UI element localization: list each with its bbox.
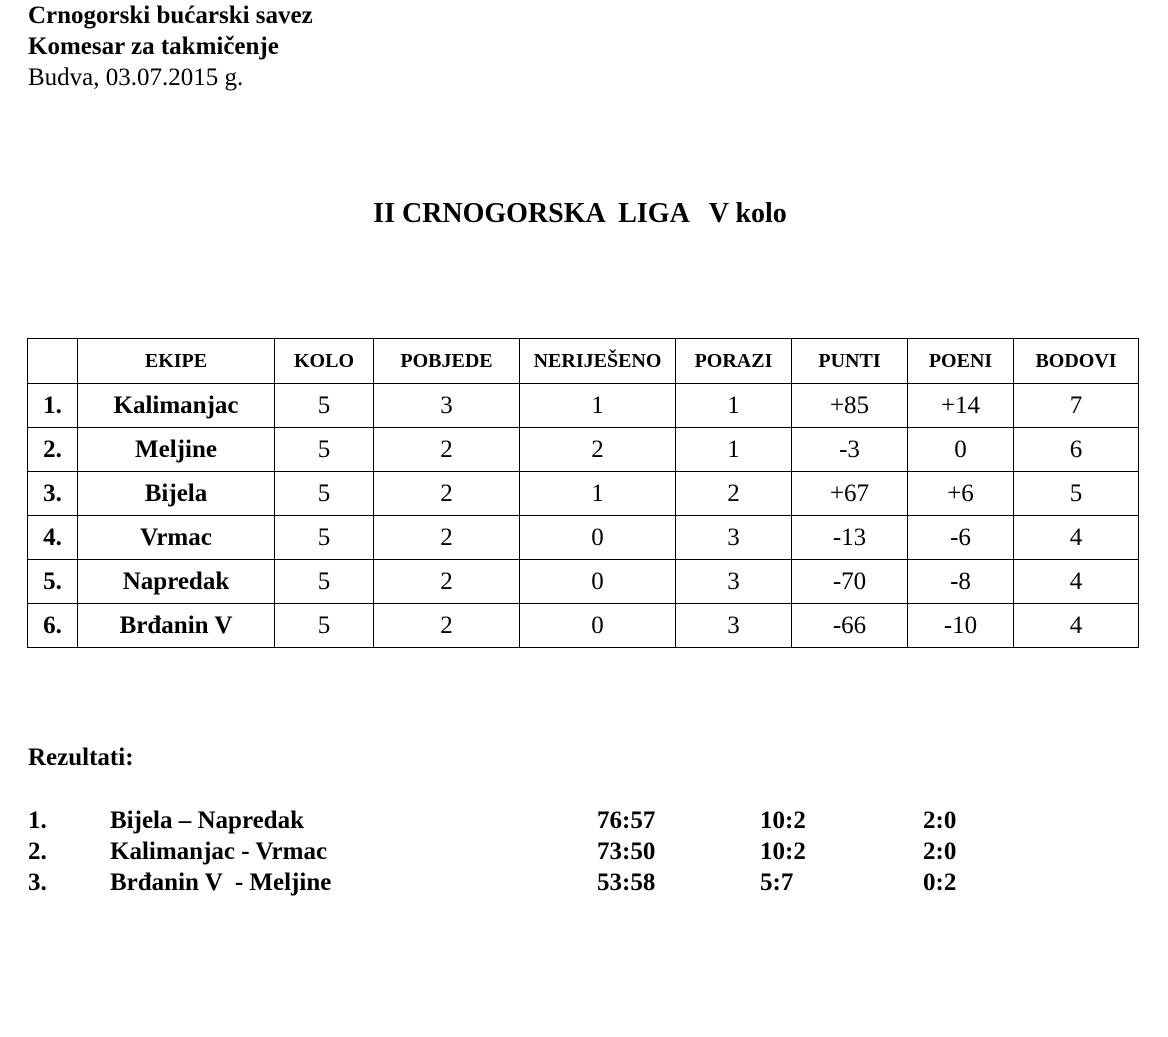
result-score: 76:57	[597, 807, 656, 834]
cell-nerijeseno: 1	[520, 384, 676, 428]
result-number: 2.	[28, 838, 47, 865]
federation-name: Crnogorski bućarski savez	[28, 2, 313, 29]
cell-poeni: -6	[908, 516, 1014, 560]
cell-bodovi: 4	[1014, 604, 1139, 648]
result-points: 2:0	[923, 807, 957, 834]
cell-bodovi: 4	[1014, 560, 1139, 604]
cell-team: Meljine	[78, 428, 275, 472]
result-match: Bijela – Napredak	[110, 807, 304, 834]
document-header	[28, 0, 313, 93]
column-header-pobjede: POBJEDE	[374, 339, 520, 384]
cell-punti: -13	[792, 516, 908, 560]
result-sets: 5:7	[760, 869, 794, 896]
result-number: 1.	[28, 807, 47, 834]
cell-team: Brđanin V	[78, 604, 275, 648]
cell-porazi: 3	[676, 516, 792, 560]
cell-rank: 4.	[28, 516, 78, 560]
cell-team: Kalimanjac	[78, 384, 275, 428]
cell-porazi: 1	[676, 428, 792, 472]
cell-bodovi: 5	[1014, 472, 1139, 516]
cell-pobjede: 2	[374, 604, 520, 648]
cell-team: Vrmac	[78, 516, 275, 560]
result-sets: 10:2	[760, 807, 806, 834]
cell-nerijeseno: 0	[520, 604, 676, 648]
result-points: 0:2	[923, 869, 957, 896]
result-score: 53:58	[597, 869, 656, 896]
cell-porazi: 1	[676, 384, 792, 428]
table-row	[28, 560, 1139, 604]
cell-bodovi: 4	[1014, 516, 1139, 560]
table-row	[28, 428, 1139, 472]
cell-poeni: -10	[908, 604, 1014, 648]
cell-punti: -70	[792, 560, 908, 604]
cell-rank: 1.	[28, 384, 78, 428]
result-points: 2:0	[923, 838, 957, 865]
cell-rank: 2.	[28, 428, 78, 472]
cell-bodovi: 6	[1014, 428, 1139, 472]
cell-punti: -3	[792, 428, 908, 472]
cell-punti: +85	[792, 384, 908, 428]
cell-team: Napredak	[78, 560, 275, 604]
cell-kolo: 5	[275, 472, 374, 516]
result-row	[0, 838, 1168, 869]
cell-nerijeseno: 2	[520, 428, 676, 472]
cell-bodovi: 7	[1014, 384, 1139, 428]
cell-porazi: 2	[676, 472, 792, 516]
table-row	[28, 472, 1139, 516]
column-header-rank	[28, 339, 78, 384]
table-header-row	[28, 339, 1139, 384]
cell-poeni: +6	[908, 472, 1014, 516]
column-header-bodovi: BODOVI	[1014, 339, 1139, 384]
column-header-punti: PUNTI	[792, 339, 908, 384]
result-match: Kalimanjac - Vrmac	[110, 838, 328, 865]
place-and-date: Budva, 03.07.2015 g.	[28, 64, 244, 91]
cell-pobjede: 2	[374, 428, 520, 472]
cell-rank: 6.	[28, 604, 78, 648]
column-header-kolo: KOLO	[275, 339, 374, 384]
table-row	[28, 604, 1139, 648]
cell-kolo: 5	[275, 428, 374, 472]
column-header-ekipe: EKIPE	[78, 339, 275, 384]
cell-poeni: 0	[908, 428, 1014, 472]
column-header-porazi: PORAZI	[676, 339, 792, 384]
cell-porazi: 3	[676, 604, 792, 648]
table-row	[28, 384, 1139, 428]
cell-pobjede: 2	[374, 472, 520, 516]
cell-rank: 3.	[28, 472, 78, 516]
cell-punti: +67	[792, 472, 908, 516]
results-heading: Rezultati:	[28, 744, 134, 771]
cell-poeni: -8	[908, 560, 1014, 604]
cell-porazi: 3	[676, 560, 792, 604]
cell-nerijeseno: 0	[520, 560, 676, 604]
cell-pobjede: 2	[374, 560, 520, 604]
standings-table	[27, 338, 1139, 648]
commissioner-title: Komesar za takmičenje	[28, 33, 279, 60]
column-header-nerijeseno: NERIJEŠENO	[520, 339, 676, 384]
cell-kolo: 5	[275, 384, 374, 428]
cell-kolo: 5	[275, 516, 374, 560]
result-number: 3.	[28, 869, 47, 896]
result-match: Brđanin V - Meljine	[110, 869, 332, 896]
result-row	[0, 807, 1168, 838]
cell-pobjede: 3	[374, 384, 520, 428]
cell-team: Bijela	[78, 472, 275, 516]
cell-punti: -66	[792, 604, 908, 648]
cell-rank: 5.	[28, 560, 78, 604]
table-row	[28, 516, 1139, 560]
result-sets: 10:2	[760, 838, 806, 865]
page-title: II CRNOGORSKA LIGA V kolo	[373, 198, 787, 229]
cell-kolo: 5	[275, 604, 374, 648]
cell-poeni: +14	[908, 384, 1014, 428]
column-header-poeni: POENI	[908, 339, 1014, 384]
cell-pobjede: 2	[374, 516, 520, 560]
cell-nerijeseno: 1	[520, 472, 676, 516]
cell-nerijeseno: 0	[520, 516, 676, 560]
cell-kolo: 5	[275, 560, 374, 604]
result-row	[0, 869, 1168, 900]
result-score: 73:50	[597, 838, 656, 865]
